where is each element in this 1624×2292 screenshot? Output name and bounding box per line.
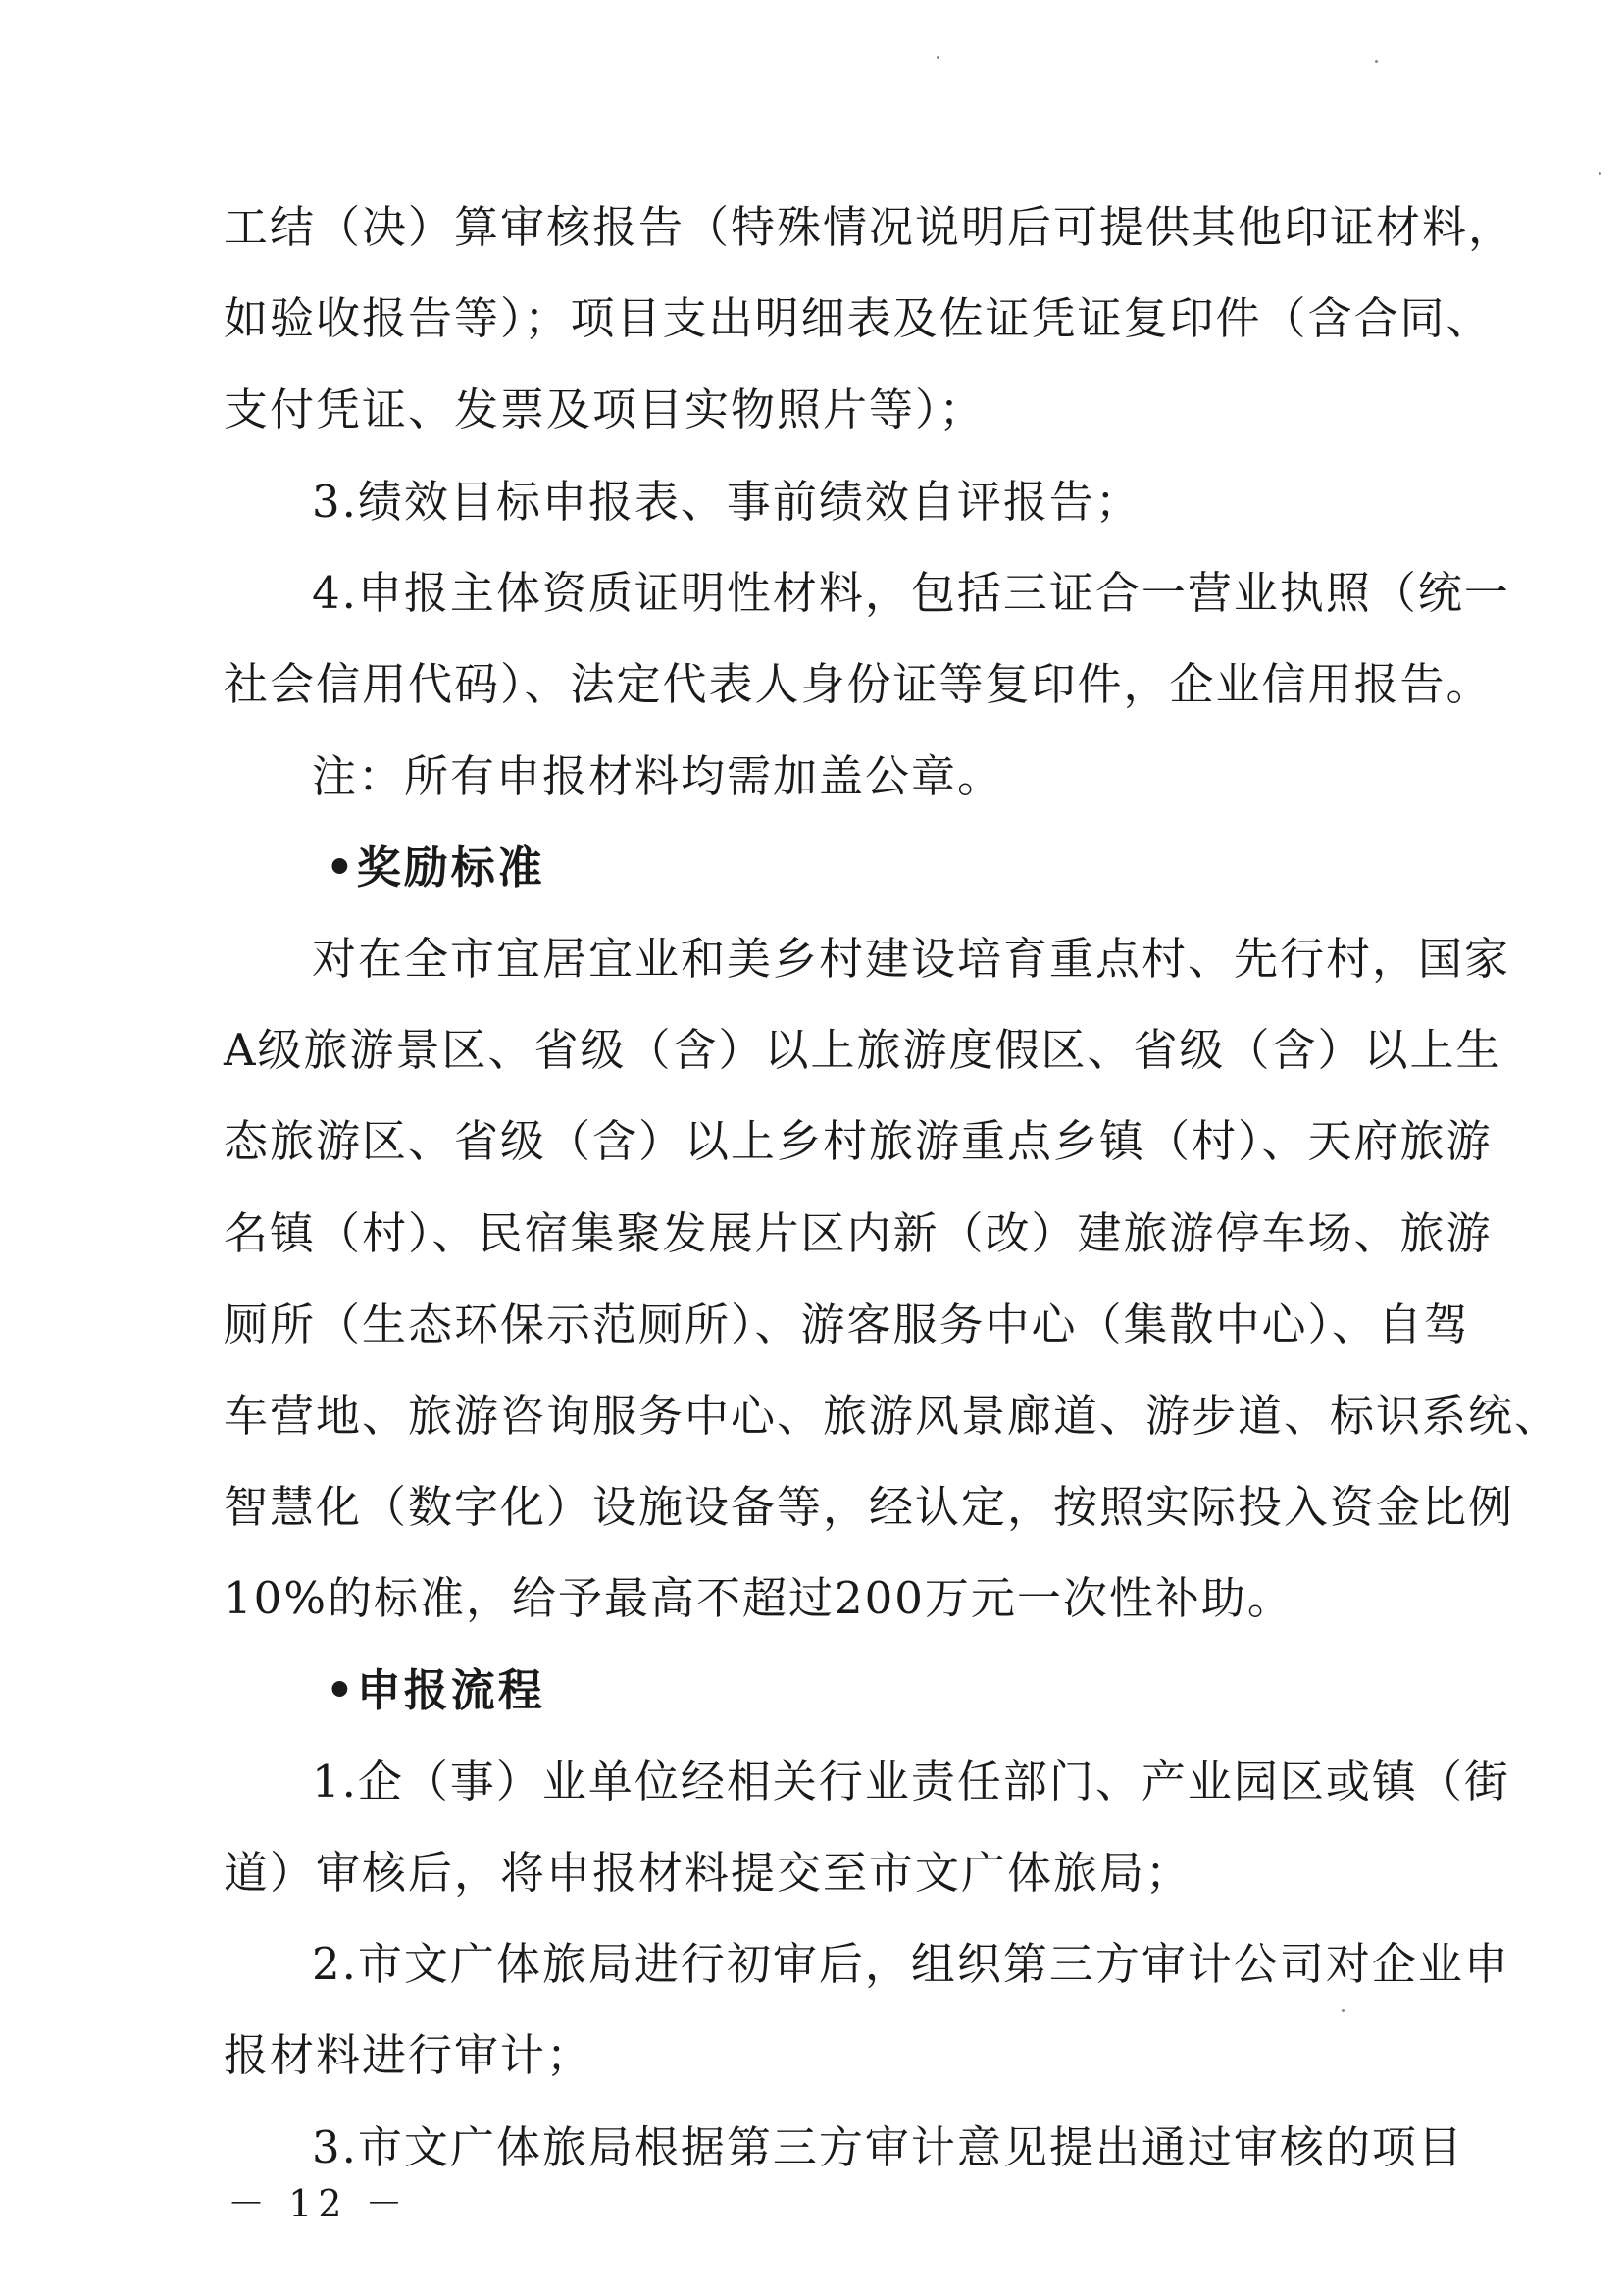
text-line [0, 463, 1624, 541]
paragraph-text: 车营地、旅游咨询服务中心、旅游风景廊道、游步道、标识系统、 [224, 1390, 1561, 1442]
list-item-text: 1.企（事）业单位经相关行业责任部门、产业园区或镇（街 [312, 1756, 1510, 1808]
list-item-text: 3.绩效目标申报表、事前绩效自评报告； [312, 476, 1142, 528]
text-line [0, 371, 1624, 449]
paragraph-text: 社会信用代码）、法定代表人身份证等复印件，企业信用报告。 [224, 658, 1493, 710]
note-text: 注：所有申报材料均需加盖公章。 [312, 750, 1004, 802]
paragraph-text: 名镇（村）、民宿集聚发展片区内新（改）建旅游停车场、旅游 [224, 1207, 1493, 1259]
text-line [0, 1195, 1624, 1273]
text-line [0, 1377, 1624, 1455]
paragraph-text: 如验收报告等）；项目支出明细表及佐证凭证复印件（含合同、 [224, 292, 1493, 344]
paragraph-text: A级旅游景区、省级（含）以上旅游度假区、省级（含）以上生 [224, 1024, 1502, 1076]
scan-speck [1599, 172, 1601, 175]
paragraph-text: 道）审核后，将申报材料提交至市文广体旅局； [224, 1847, 1193, 1899]
paragraph-text: 报材料进行审计； [224, 2029, 593, 2081]
page-number: － 12 － [228, 2182, 409, 2225]
text-line [0, 554, 1624, 633]
list-item-text: 4.申报主体资质证明性材料，包括三证合一营业执照（统一 [312, 567, 1510, 619]
paragraph-text: 10%的标准，给予最高不超过200万元一次性补助。 [224, 1572, 1294, 1624]
section-heading: •申报流程 [326, 1664, 545, 1716]
list-item-text: 2.市文广体旅局进行初审后，组织第三方审计公司对企业申 [312, 1938, 1510, 1990]
scan-speck [1375, 60, 1378, 63]
paragraph-text: 对在全市宜居宜业和美乡村建设培育重点村、先行村，国家 [312, 933, 1511, 985]
list-item-text: 3.市文广体旅局根据第三方审计意见提出通过审核的项目 [312, 2121, 1464, 2173]
text-line [0, 1102, 1624, 1181]
text-line [0, 280, 1624, 358]
paragraph-text: 工结（决）算审核报告（特殊情况说明后可提供其他印证材料， [224, 201, 1515, 253]
scan-speck [937, 56, 939, 59]
text-line [0, 1011, 1624, 1090]
text-line [0, 1468, 1624, 1547]
text-line [0, 1652, 1624, 1730]
paragraph-text: 智慧化（数字化）设施设备等，经认定，按照实际投入资金比例 [224, 1481, 1515, 1533]
scan-speck [1342, 2009, 1345, 2012]
text-line [0, 1743, 1624, 1821]
text-line [0, 2016, 1624, 2095]
text-line [0, 738, 1624, 816]
paragraph-text: 态旅游区、省级（含）以上乡村旅游重点乡镇（村）、天府旅游 [224, 1115, 1493, 1167]
text-line [0, 1834, 1624, 1912]
text-line [0, 1925, 1624, 2004]
text-line [0, 829, 1624, 907]
text-line [0, 645, 1624, 724]
text-line [0, 1559, 1624, 1638]
text-line [0, 188, 1624, 267]
text-line [0, 920, 1624, 998]
text-line [0, 1286, 1624, 1364]
paragraph-text: 厕所（生态环保示范厕所）、游客服务中心（集散中心）、自驾 [224, 1299, 1471, 1350]
paragraph-text: 支付凭证、发票及项目实物照片等）； [224, 383, 986, 435]
section-heading: •奖励标准 [326, 841, 545, 893]
